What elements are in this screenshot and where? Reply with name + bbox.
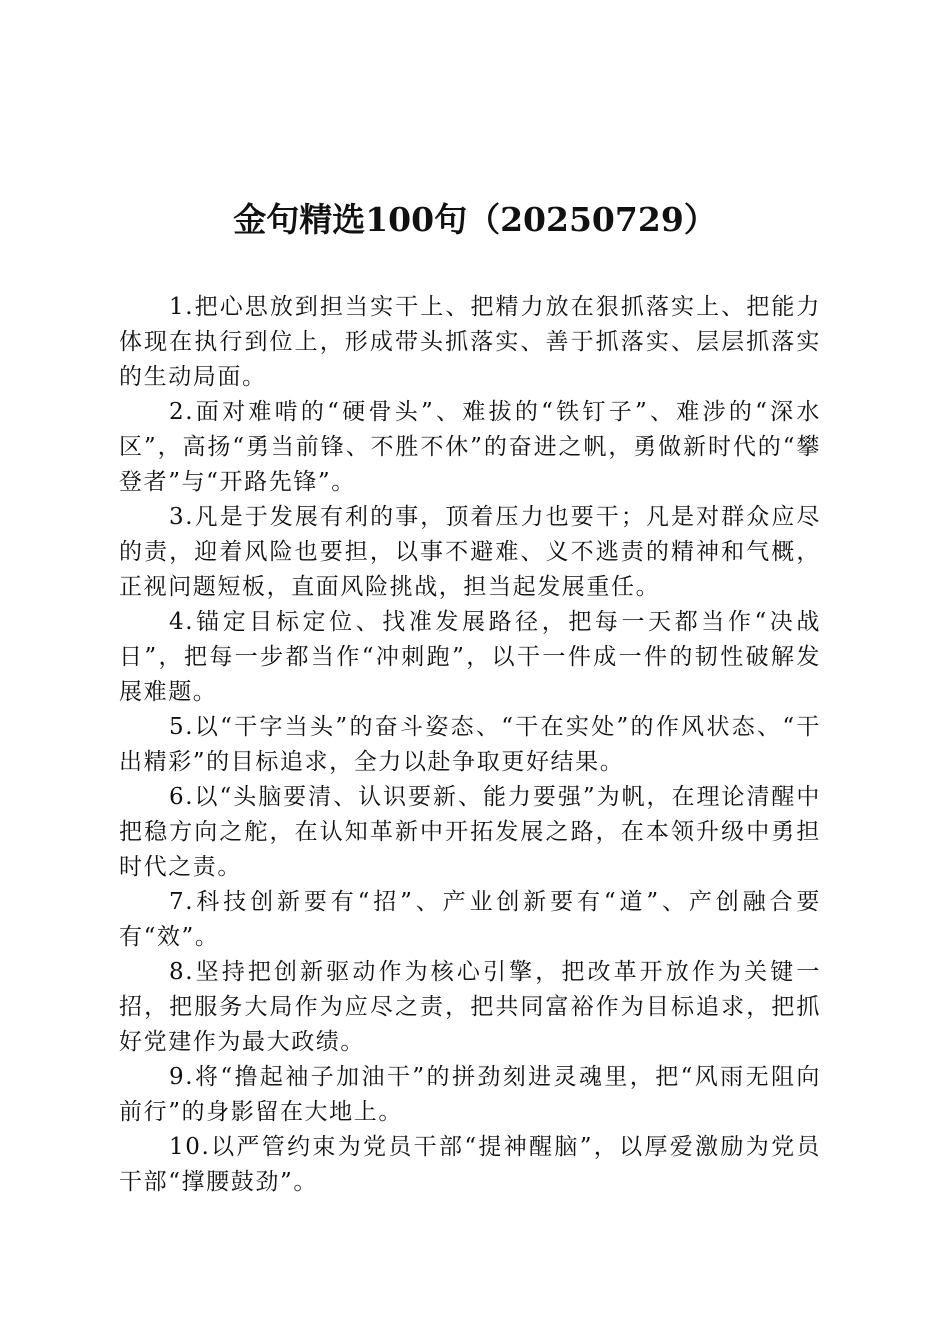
paragraph-3: 3.凡是于发展有利的事，顶着压力也要干；凡是对群众应尽的责，迎着风险也要担，以事不避难、义不逃责的精神和气概，正视问题短板，直面风险挑战，担当起发展重任。 [119,504,821,600]
paragraph-4: 4.锚定目标定位、找准发展路径，把每一天都当作“决战日”，把每一步都当作“冲刺跑”，以干一件成一件的韧性破解发展难题。 [119,609,821,705]
document-body [119,290,821,1200]
paragraph-10: 10.以严管约束为党员干部“提神醒脑”，以厚爱激励为党员干部“撑腰鼓劲”。 [119,1134,821,1195]
document-title: 金句精选100句（20250729） [233,200,717,239]
paragraph-1: 1.把心思放到担当实干上、把精力放在狠抓落实上、把能力体现在执行到位上，形成带头抓落实、善于抓落实、层层抓落实的生动局面。 [119,294,821,390]
paragraph-8: 8.坚持把创新驱动作为核心引擎，把改革开放作为关键一招，把服务大局作为应尽之责，把共同富裕作为目标追求，把抓好党建作为最大政绩。 [119,959,821,1055]
paragraph-5: 5.以“干字当头”的奋斗姿态、“干在实处”的作风状态、“干出精彩”的目标追求，全力以赴争取更好结果。 [119,714,821,775]
paragraph-2: 2.面对难啃的“硬骨头”、难拔的“铁钉子”、难涉的“深水区”，高扬“勇当前锋、不胜不休”的奋进之帆，勇做新时代的“攀登者”与“开路先锋”。 [119,399,821,495]
paragraph-9: 9.将“撸起袖子加油干”的拼劲刻进灵魂里，把“风雨无阻向前行”的身影留在大地上。 [119,1064,821,1125]
paragraph-7: 7.科技创新要有“招”、产业创新要有“道”、产创融合要有“效”。 [119,889,821,950]
paragraph-6: 6.以“头脑要清、认识要新、能力要强”为帆，在理论清醒中把稳方向之舵，在认知革新中开拓发展之路，在本领升级中勇担时代之责。 [119,784,821,880]
